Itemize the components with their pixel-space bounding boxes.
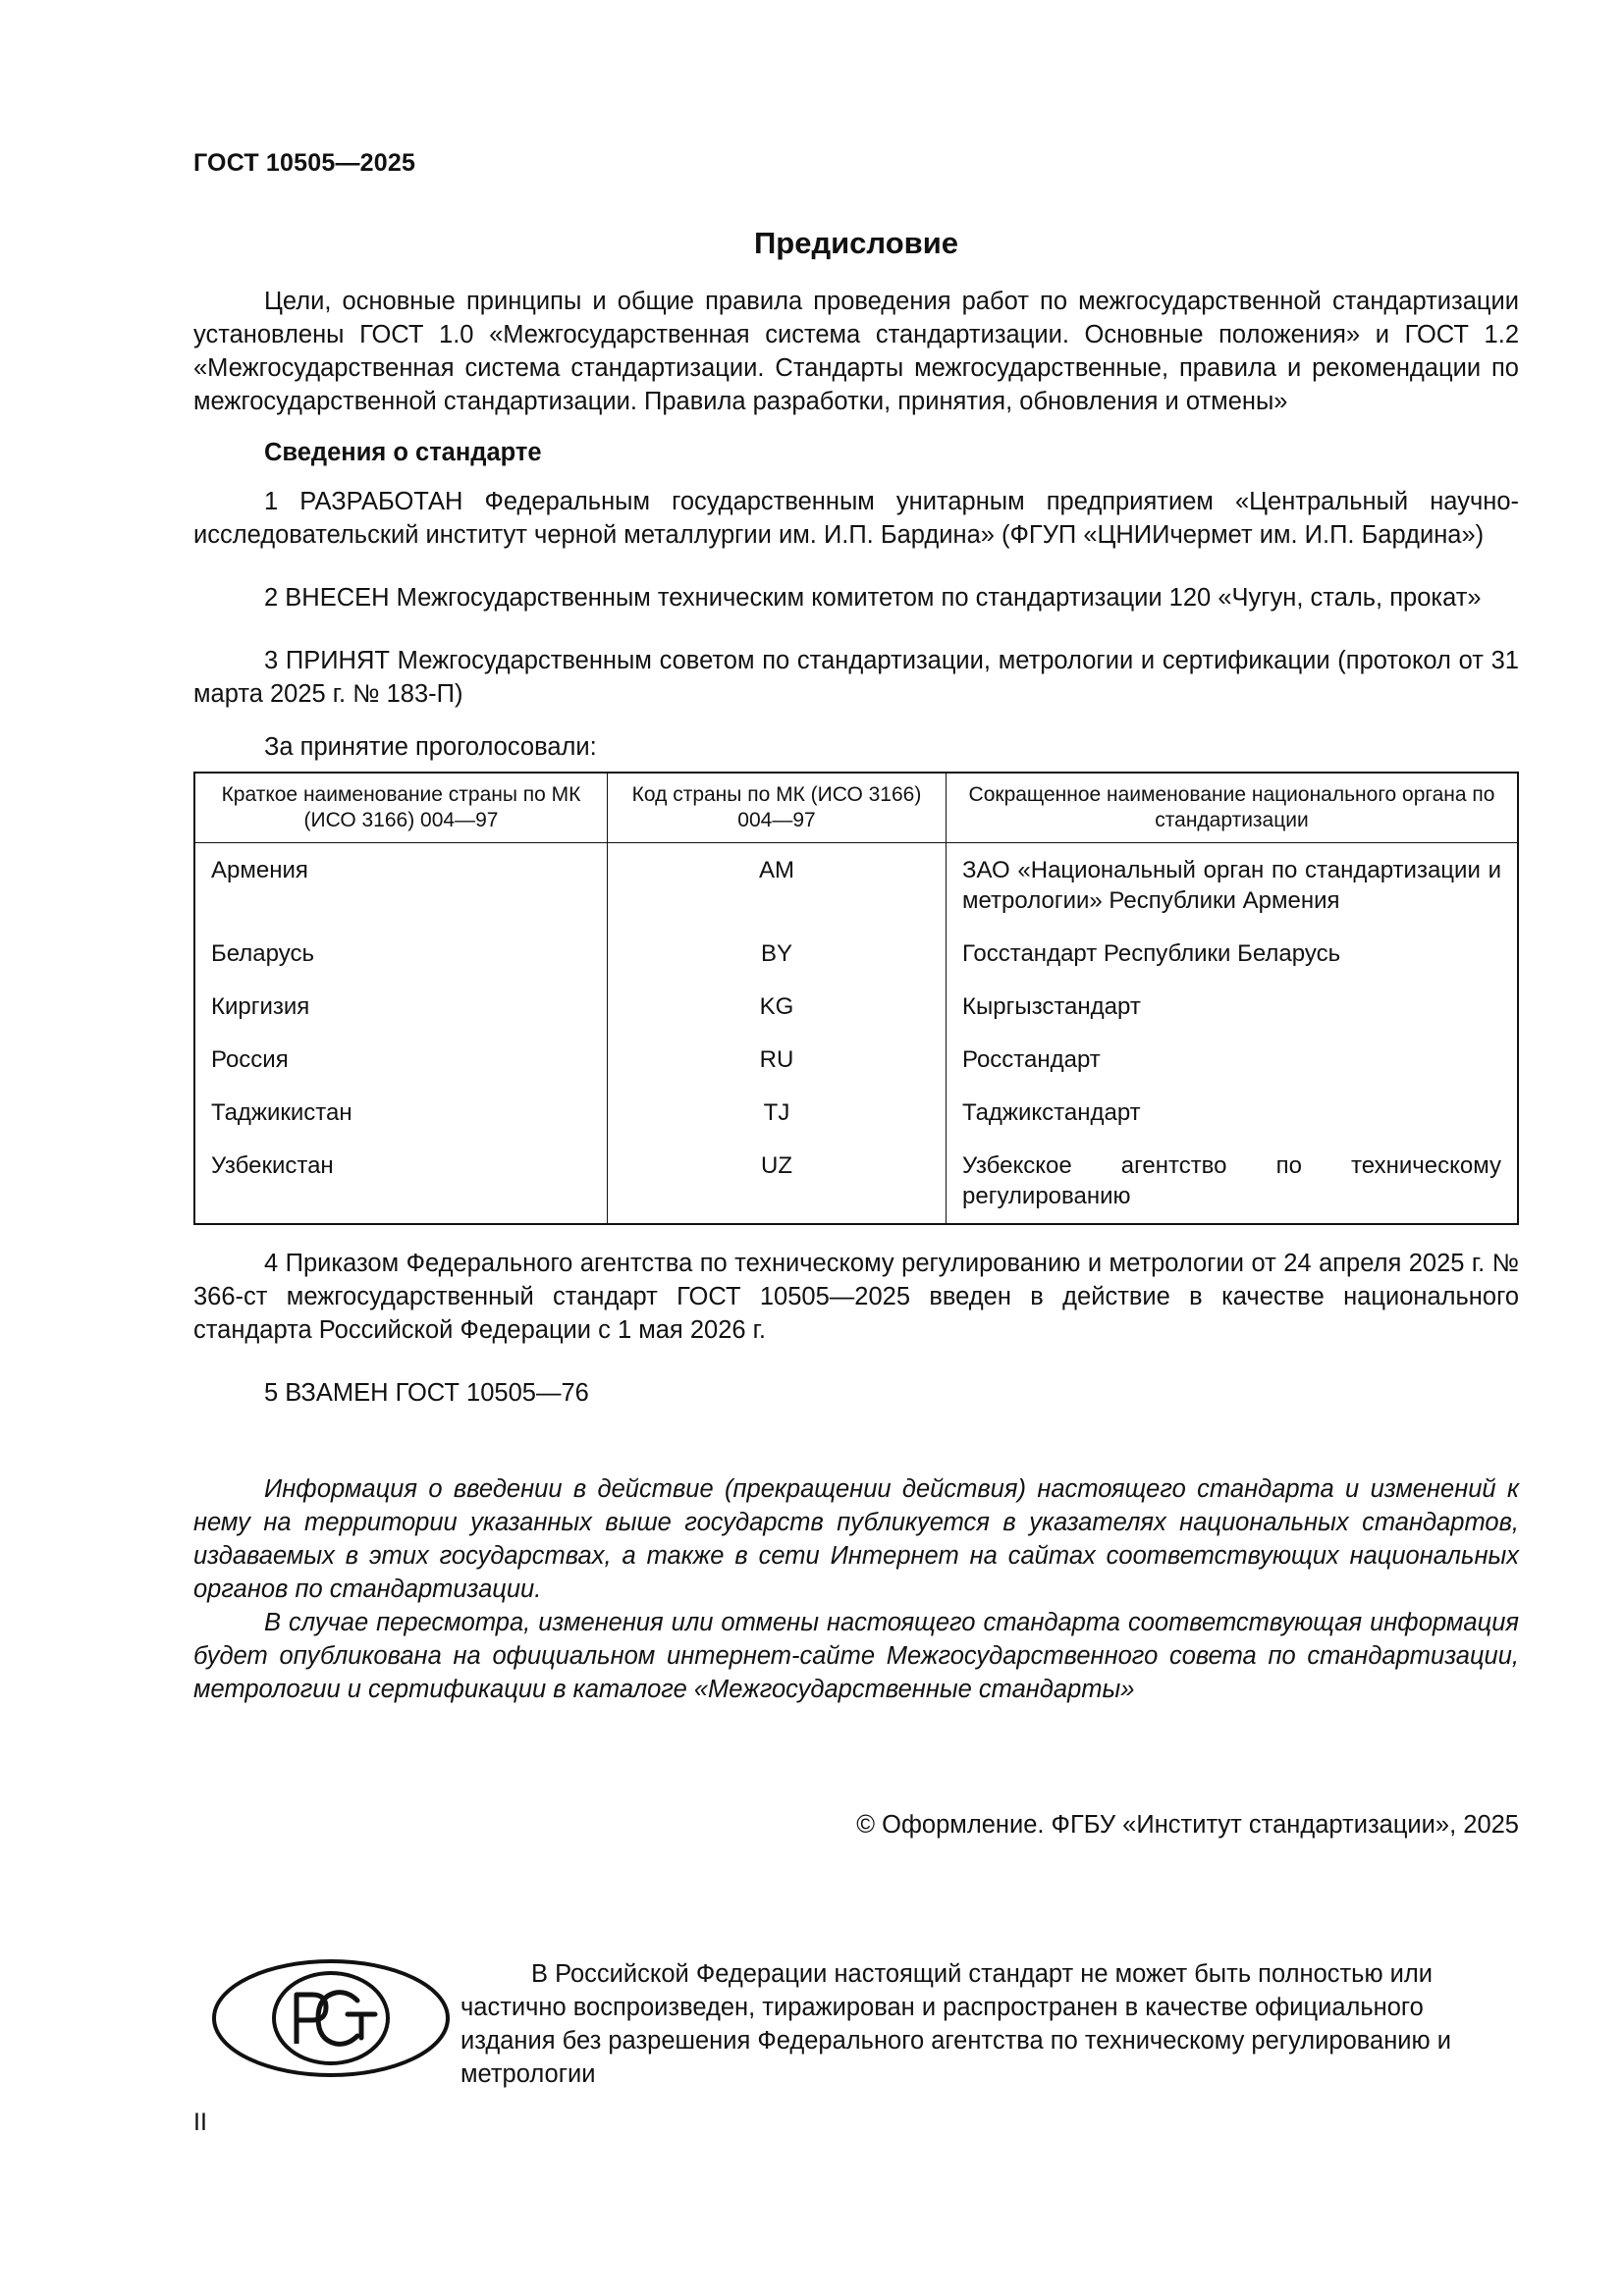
- table-row: [194, 843, 1518, 935]
- country-code: RU: [608, 1041, 947, 1094]
- page-title: Предисловие: [753, 226, 958, 260]
- document-code: ГОСТ 10505—2025: [193, 149, 416, 177]
- notice-paragraph: Информация о введении в действие (прекращении действия) настоящего стандарта и изменений к нему на территории указанных выше государств публикуется в указателях национальных стандартов, издаваемых в этих государствах, а также в сети Интернет на сайтах соответствующих национальных органов по стандартизации.: [193, 1475, 1519, 1603]
- standard-info-heading: Сведения о стандарте: [264, 439, 542, 466]
- rights-block: [193, 1957, 1519, 2088]
- country-name: Россия: [194, 1041, 608, 1094]
- item-introduced: 2 ВНЕСЕН Межгосударственным техническим комитетом по стандартизации 120 «Чугун, сталь, прокат»: [264, 584, 1482, 612]
- copyright-line: © Оформление. ФГБУ «Институт стандартизации», 2025: [856, 1811, 1519, 1839]
- vote-label: За принятие проголосовали:: [264, 733, 597, 761]
- table-row: [194, 988, 1518, 1041]
- country-code: UZ: [608, 1147, 947, 1224]
- header-country-code: Код страны по МК (ИСО 3166) 004—97: [608, 773, 947, 843]
- country-name: Таджикистан: [194, 1094, 608, 1147]
- voting-countries-table: [193, 772, 1519, 1225]
- item-developed: 1 РАЗРАБОТАН Федеральным государственным унитарным предприятием «Центральный научно-исследовательский институт черной металлургии им. И.П. Бардина» (ФГУП «ЦНИИчермет им. И.П. Бардина»): [193, 488, 1519, 549]
- item-replaces: 5 ВЗАМЕН ГОСТ 10505—76: [264, 1379, 589, 1407]
- table-header-row: [194, 773, 1518, 843]
- country-code: AM: [608, 843, 947, 935]
- country-code: TJ: [608, 1094, 947, 1147]
- country-name: Беларусь: [194, 934, 608, 988]
- national-body: Кыргызстандарт: [947, 988, 1519, 1041]
- table-row: [194, 934, 1518, 988]
- item-adopted: 3 ПРИНЯТ Межгосударственным советом по стандартизации, метрологии и сертификации (протокол от 31 марта 2025 г. № 183-П): [193, 647, 1519, 708]
- table-row: [194, 1041, 1518, 1094]
- item-enacted: 4 Приказом Федерального агентства по техническому регулированию и метрологии от 24 апреля 2025 г. № 366-ст межгосударственный стандарт ГОСТ 10505—2025 введен в действие в качестве национального стандарта Российской Федерации с 1 мая 2026 г.: [193, 1250, 1519, 1344]
- rst-logo-icon: [210, 1957, 452, 2079]
- country-name: Киргизия: [194, 988, 608, 1041]
- national-body: Госстандарт Республики Беларусь: [947, 934, 1519, 988]
- country-code: KG: [608, 988, 947, 1041]
- header-national-body: Сокращенное наименование национального органа по стандартизации: [947, 773, 1519, 843]
- national-body: Узбекское агентство по техническому регулированию: [947, 1147, 1519, 1224]
- page-number: II: [193, 2109, 207, 2136]
- notice-paragraph: В случае пересмотра, изменения или отмены настоящего стандарта соответствующая информация будет опубликована на официальном интернет-сайте Межгосударственного совета по стандартизации, метрологии и сертификации в каталоге «Межгосударственные стандарты»: [193, 1609, 1519, 1703]
- foreword-content: [193, 222, 1519, 1842]
- header-country-name: Краткое наименование страны по МК (ИСО 3166) 004—97: [194, 773, 608, 843]
- rights-statement: В Российской Федерации настоящий стандарт не может быть полностью или частично воспроизведен, тиражирован и распространен в качестве официального издания без разрешения Федерального агентства по техническому регулированию и метрологии: [460, 1960, 1451, 2088]
- intro-paragraph: Цели, основные принципы и общие правила проведения работ по межгосударственной стандартизации установлены ГОСТ 1.0 «Межгосударственная система стандартизации. Основные положения» и ГОСТ 1.2 «Межгосударственная система стандартизации. Стандарты межгосударственные, правила и рекомендации по межгосударственной стандартизации. Правила разработки, принятия, обновления и отмены»: [193, 288, 1519, 415]
- country-name: Узбекистан: [194, 1147, 608, 1224]
- country-code: BY: [608, 934, 947, 988]
- table-row: [194, 1094, 1518, 1147]
- national-body: Таджикстандарт: [947, 1094, 1519, 1147]
- national-body: ЗАО «Национальный орган по стандартизации и метрологии» Республики Армения: [947, 843, 1519, 935]
- table-row: [194, 1147, 1518, 1224]
- country-name: Армения: [194, 843, 608, 935]
- national-body: Росстандарт: [947, 1041, 1519, 1094]
